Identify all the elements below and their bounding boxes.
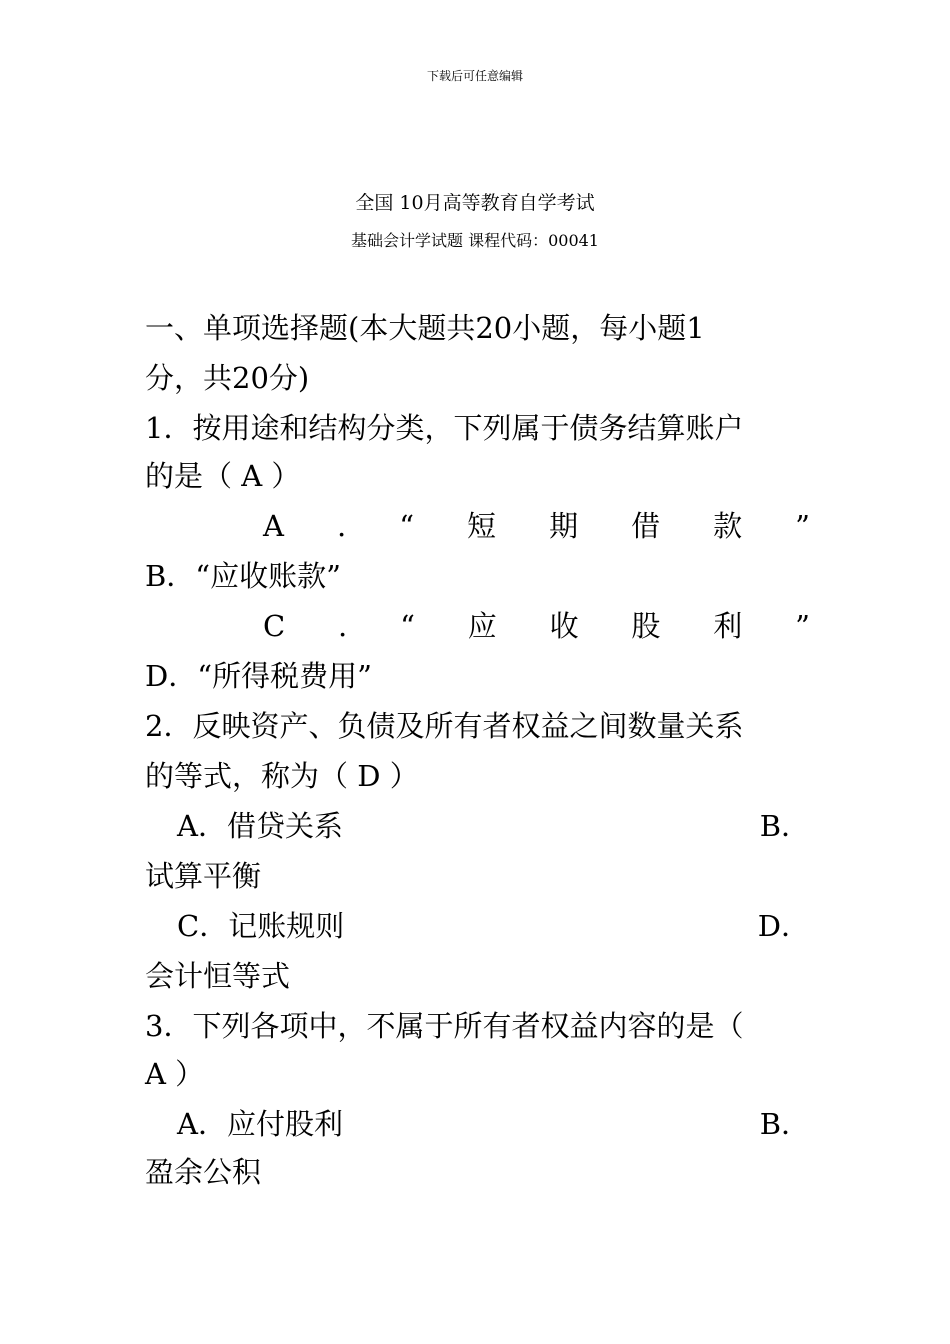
question-2-options-cd [145, 908, 810, 944]
option-char: ” [795, 609, 810, 643]
question-2-stem-cont: 的等式，称为（ D ） [145, 759, 419, 793]
question-2-stem: 2．反映资产、负债及所有者权益之间数量关系 [145, 709, 744, 743]
option-char: 利 [713, 609, 743, 643]
question-1-stem: 1．按用途和结构分类，下列属于债务结算账户 [145, 411, 744, 445]
question-2-option-d-label: D． [757, 909, 810, 943]
option-char: 款 [713, 509, 743, 543]
question-2-option-b-text: 试算平衡 [145, 859, 262, 893]
option-char: 收 [549, 609, 579, 643]
section-heading-cont: 分，共20分) [145, 361, 310, 395]
question-2-options-ab [145, 808, 810, 844]
option-char: 股 [631, 609, 661, 643]
question-2-option-d-text: 会计恒等式 [145, 959, 291, 993]
option-char: 期 [549, 509, 579, 543]
question-2-option-c: C．记账规则 [177, 909, 345, 943]
option-char: “ [399, 509, 415, 543]
option-char: 应 [467, 609, 497, 643]
option-char: 短 [467, 509, 497, 543]
option-char: . [336, 509, 347, 543]
header-note: 下载后可任意编辑 [426, 69, 523, 83]
question-3-options-ab [145, 1106, 810, 1142]
question-2-option-a: A．借贷关系 [177, 809, 343, 843]
question-3-stem-cont: A ） [145, 1057, 205, 1091]
option-char: 借 [631, 509, 661, 543]
question-1-option-d: D．“所得税费用” [145, 659, 372, 693]
question-1-stem-cont: 的是（ A ） [145, 459, 301, 493]
option-char: C [263, 609, 286, 643]
question-1-option-b: B．“应收账款” [145, 559, 341, 593]
option-char: . [338, 609, 348, 643]
option-char: “ [400, 609, 415, 643]
question-1-option-a [145, 508, 810, 544]
question-2-option-b-label: B． [759, 809, 810, 843]
question-3-stem: 3．下列各项中，不属于所有者权益内容的是（ [145, 1009, 744, 1043]
option-char: ” [795, 509, 810, 543]
section-heading: 一、单项选择题(本大题共20小题，每小题1 [145, 311, 705, 345]
question-3-option-b-text: 盈余公积 [145, 1155, 262, 1189]
question-1-option-c [145, 608, 810, 644]
question-3-option-b-label: B． [759, 1107, 810, 1141]
exam-title: 全国 10月高等教育自学考试 [355, 192, 595, 214]
option-char: A [263, 509, 284, 543]
exam-subtitle: 基础会计学试题 课程代码：00041 [351, 231, 599, 250]
question-3-option-a: A．应付股利 [177, 1107, 343, 1141]
